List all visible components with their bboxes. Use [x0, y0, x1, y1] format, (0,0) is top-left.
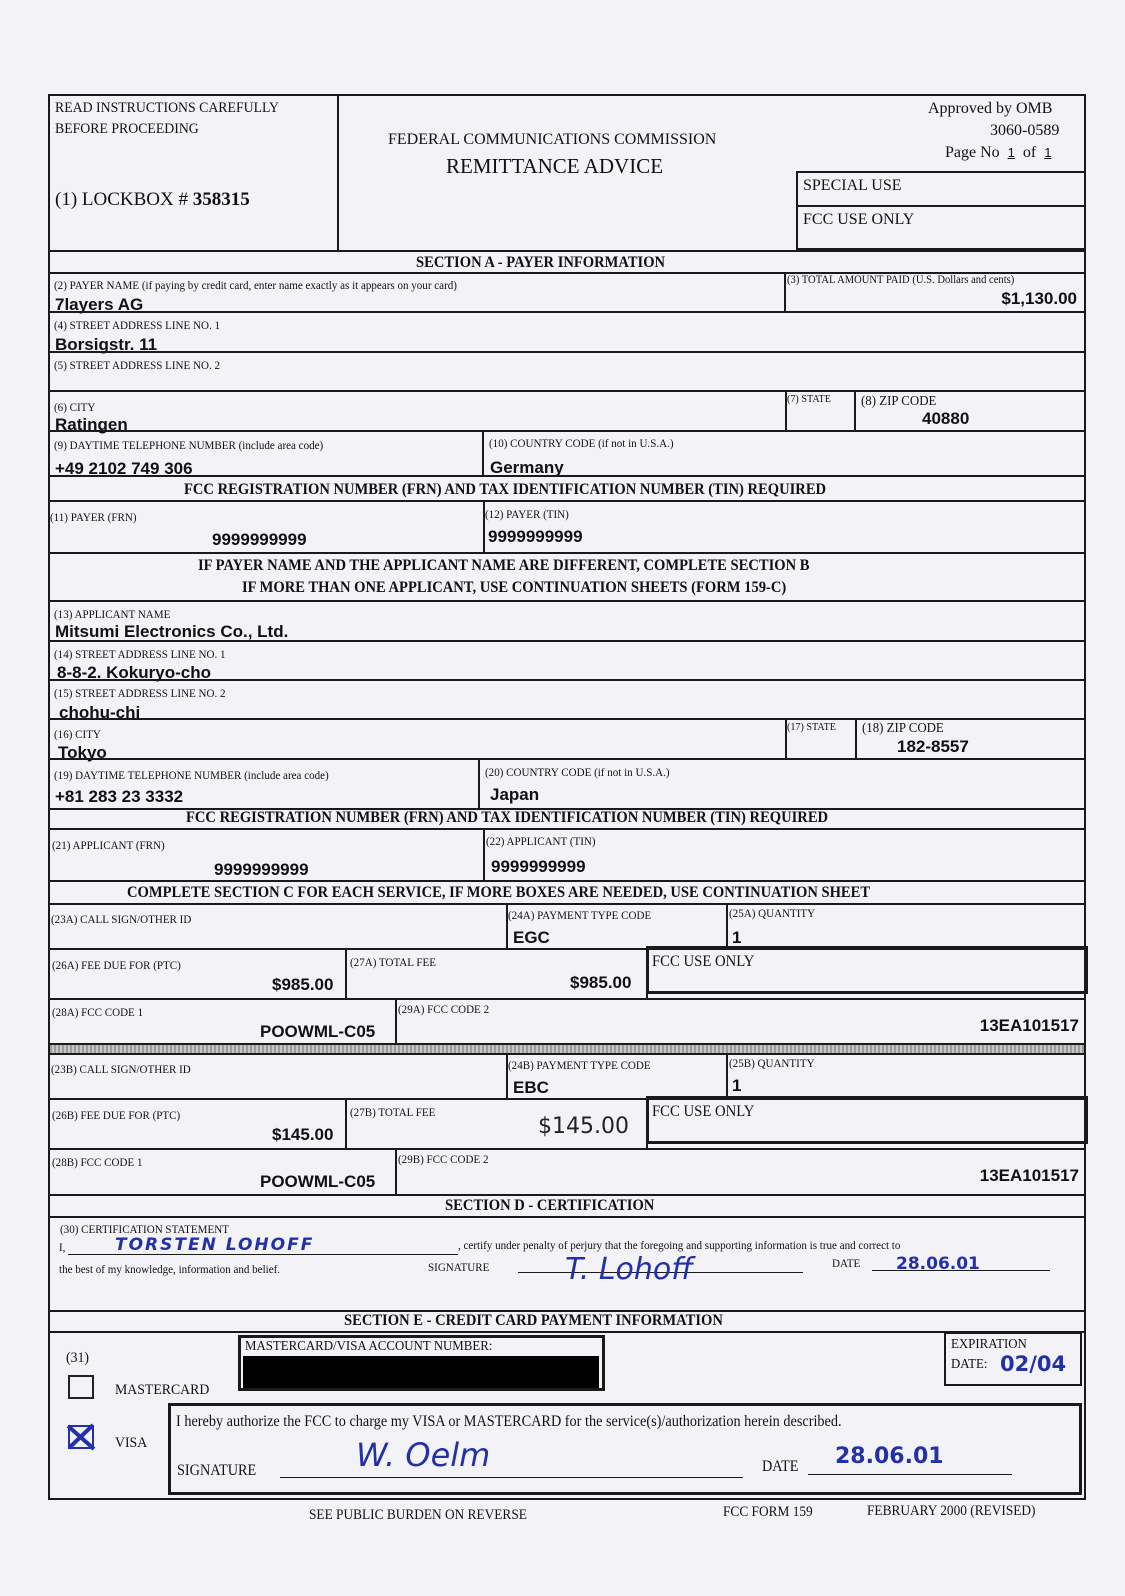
- payer-tin-field[interactable]: 9999999999: [488, 527, 583, 546]
- form-revision: FEBRUARY 2000 (REVISED): [867, 1503, 1036, 1519]
- payer-country-field[interactable]: Germany: [490, 458, 564, 477]
- page-current: 1: [1007, 145, 1015, 160]
- call-sign-label: (23B) CALL SIGN/OTHER ID: [51, 1062, 191, 1076]
- certification-text2: the best of my knowledge, information and belief.: [59, 1262, 281, 1276]
- applicant-name-label: (13) APPLICANT NAME: [54, 607, 171, 621]
- applicant-frn-field[interactable]: 9999999999: [214, 860, 309, 879]
- divider: [726, 1053, 728, 1099]
- payer-zip-label: (8) ZIP CODE: [861, 394, 937, 409]
- payer-state-label: (7) STATE: [787, 393, 831, 405]
- service-separator: [50, 1045, 1084, 1053]
- certification-date-field[interactable]: 28.06.01: [896, 1254, 980, 1274]
- divider: [48, 351, 1086, 353]
- call-sign-label: (23A) CALL SIGN/OTHER ID: [51, 912, 192, 926]
- payer-country-label: (10) COUNTRY CODE (if not in U.S.A.): [489, 436, 674, 450]
- divider: [395, 998, 397, 1044]
- total-fee-label: (27A) TOTAL FEE: [350, 955, 437, 969]
- payer-name-field[interactable]: 7layers AG: [55, 295, 144, 314]
- divider: [48, 718, 1086, 720]
- divider: [48, 475, 1086, 477]
- mastercard-label: MASTERCARD: [115, 1382, 210, 1398]
- applicant-phone-label: (19) DAYTIME TELEPHONE NUMBER (include area code): [54, 768, 329, 782]
- payer-city-field[interactable]: Ratingen: [55, 415, 128, 434]
- applicant-city-label: (16) CITY: [54, 727, 101, 741]
- divider: [48, 758, 1086, 760]
- divider: [48, 430, 1086, 432]
- divider: [482, 430, 484, 475]
- payment-type-field[interactable]: EGC: [513, 928, 550, 947]
- total-fee-field[interactable]: $985.00: [570, 973, 632, 992]
- applicant-state-label: (17) STATE: [787, 721, 836, 733]
- applicant-name-field[interactable]: Mitsumi Electronics Co., Ltd.: [55, 622, 289, 641]
- authorization-text: I hereby authorize the FCC to charge my VISA or MASTERCARD for the service(s)/authorization herein described.: [176, 1413, 842, 1430]
- applicant-zip-field[interactable]: 182-8557: [897, 737, 969, 756]
- applicant-phone-field[interactable]: +81 283 23 3332: [55, 787, 184, 806]
- divider: [48, 1331, 1086, 1333]
- fcc-use-label: FCC USE ONLY: [652, 1103, 755, 1120]
- divider: [478, 758, 480, 808]
- account-number-redacted: [243, 1356, 599, 1388]
- fcc-code1-label: (28A) FCC CODE 1: [52, 1005, 144, 1019]
- expiration-label: EXPIRATION: [951, 1337, 1027, 1352]
- agency-name: FEDERAL COMMUNICATIONS COMMISSION: [388, 131, 717, 148]
- payer-phone-label: (9) DAYTIME TELEPHONE NUMBER (include area code): [54, 438, 324, 452]
- omb-approval: Approved by OMB: [928, 100, 1053, 117]
- payer-frn-label: (11) PAYER (FRN): [50, 510, 137, 524]
- card-signature[interactable]: W. Oelm: [356, 1436, 491, 1474]
- payer-street1-field[interactable]: Borsigstr. 11: [55, 335, 158, 354]
- divider: [483, 828, 485, 880]
- divider: [345, 1098, 347, 1148]
- section-b-notice-line1: IF PAYER NAME AND THE APPLICANT NAME ARE DIFFERENT, COMPLETE SECTION B: [198, 557, 810, 574]
- fcc-code1-field[interactable]: POOWML-C05: [260, 1022, 376, 1041]
- special-use-label: SPECIAL USE: [803, 177, 902, 194]
- total-amount-field[interactable]: $1,130.00: [1001, 289, 1077, 308]
- payer-street1-label: (4) STREET ADDRESS LINE NO. 1: [54, 318, 221, 332]
- divider: [48, 903, 1086, 905]
- applicant-street1-field[interactable]: 8-8-2. Kokuryo-cho: [57, 663, 211, 682]
- fcc-use-only-label: FCC USE ONLY: [803, 211, 915, 228]
- certification-label: (30) CERTIFICATION STATEMENT: [60, 1222, 229, 1236]
- fee-due-field[interactable]: $145.00: [272, 1125, 334, 1144]
- fcc-use-label: FCC USE ONLY: [652, 953, 755, 970]
- certification-date-label: DATE: [832, 1256, 861, 1270]
- card-item-label: (31): [66, 1350, 89, 1366]
- page-number: [945, 144, 1055, 162]
- certification-text: , certify under penalty of perjury that the foregoing and supporting information is true and correct to: [458, 1238, 901, 1252]
- divider: [48, 500, 1086, 502]
- divider: [395, 1148, 397, 1194]
- divider: [48, 828, 1086, 830]
- fcc-code1-field[interactable]: POOWML-C05: [260, 1172, 376, 1191]
- quantity-field[interactable]: 1: [732, 1076, 742, 1095]
- card-date-field[interactable]: 28.06.01: [835, 1444, 944, 1469]
- divider: [48, 679, 1086, 681]
- page-of: of: [1022, 144, 1037, 161]
- public-burden-note: SEE PUBLIC BURDEN ON REVERSE: [309, 1507, 527, 1523]
- section-e-title: SECTION E - CREDIT CARD PAYMENT INFORMATION: [344, 1312, 723, 1329]
- section-d-title: SECTION D - CERTIFICATION: [445, 1197, 655, 1214]
- divider: [48, 552, 1086, 554]
- divider: [48, 1148, 1086, 1150]
- header-divider: [337, 94, 339, 252]
- total-fee-label: (27B) TOTAL FEE: [350, 1105, 436, 1119]
- divider: [784, 272, 786, 312]
- divider: [48, 1053, 1086, 1055]
- instructions-line2: BEFORE PROCEEDING: [55, 121, 199, 137]
- applicant-street2-field[interactable]: chohu-chi: [59, 703, 141, 722]
- certification-prefix: I,: [59, 1240, 66, 1254]
- payer-phone-field[interactable]: +49 2102 749 306: [55, 459, 193, 478]
- applicant-tin-label: (22) APPLICANT (TIN): [486, 834, 596, 848]
- lockbox-number: 358315: [192, 189, 250, 210]
- page-label: Page No: [945, 144, 1000, 161]
- applicant-frn-label: (21) APPLICANT (FRN): [52, 838, 165, 852]
- fee-due-label: (26B) FEE DUE FOR (PTC): [52, 1108, 181, 1122]
- certifier-name-field[interactable]: TORSTEN LOHOFF: [115, 1235, 315, 1255]
- section-b-notice-line2: IF MORE THAN ONE APPLICANT, USE CONTINUATION SHEETS (FORM 159-C): [242, 579, 787, 596]
- check-x-icon: [66, 1423, 96, 1451]
- payment-type-label: (24B) PAYMENT TYPE CODE: [508, 1058, 651, 1072]
- certification-signature-label: SIGNATURE: [428, 1260, 490, 1274]
- total-amount-label: (3) TOTAL AMOUNT PAID (U.S. Dollars and cents): [787, 274, 1015, 286]
- expiration-date-field[interactable]: 02/04: [1000, 1352, 1067, 1376]
- card-date-underline: [808, 1474, 1012, 1475]
- divider: [48, 640, 1086, 642]
- form-title: REMITTANCE ADVICE: [446, 154, 664, 178]
- card-signature-label: SIGNATURE: [177, 1462, 257, 1479]
- card-date-label: DATE: [762, 1458, 799, 1475]
- account-number-label: MASTERCARD/VISA ACCOUNT NUMBER:: [245, 1339, 493, 1354]
- applicant-zip-label: (18) ZIP CODE: [862, 721, 944, 736]
- divider: [48, 880, 1086, 882]
- quantity-label: (25A) QUANTITY: [729, 906, 816, 920]
- section-a-title: SECTION A - PAYER INFORMATION: [416, 254, 666, 271]
- card-signature-underline: [280, 1477, 743, 1478]
- payer-city-label: (6) CITY: [54, 400, 96, 414]
- quantity-field[interactable]: 1: [732, 928, 742, 947]
- divider: [48, 1216, 1086, 1218]
- fcc-code2-field[interactable]: 13EA101517: [979, 1016, 1079, 1035]
- visa-label: VISA: [115, 1435, 148, 1451]
- form-number: FCC FORM 159: [723, 1504, 813, 1520]
- divider: [48, 600, 1086, 602]
- certification-signature[interactable]: T. Lohoff: [565, 1252, 693, 1287]
- divider: [48, 311, 1086, 313]
- divider: [48, 998, 1086, 1000]
- divider: [345, 948, 347, 998]
- applicant-tin-field[interactable]: 9999999999: [491, 857, 586, 876]
- total-fee-field[interactable]: $145.00: [538, 1114, 629, 1139]
- payer-street2-label: (5) STREET ADDRESS LINE NO. 2: [54, 358, 221, 372]
- payment-type-field[interactable]: EBC: [513, 1078, 549, 1097]
- payer-frn-field[interactable]: 9999999999: [212, 530, 307, 549]
- payer-name-label: (2) PAYER NAME (if paying by credit card, enter name exactly as it appears on your card): [54, 278, 457, 292]
- applicant-country-label: (20) COUNTRY CODE (if not in U.S.A.): [485, 765, 670, 779]
- payer-zip-field[interactable]: 40880: [922, 409, 970, 428]
- expiration-date-label: DATE:: [951, 1357, 988, 1372]
- applicant-frn-tin-header: FCC REGISTRATION NUMBER (FRN) AND TAX IDENTIFICATION NUMBER (TIN) REQUIRED: [186, 809, 829, 826]
- fcc-code2-field[interactable]: 13EA101517: [979, 1166, 1079, 1185]
- instructions-line1: READ INSTRUCTIONS CAREFULLY: [55, 100, 280, 116]
- fcc-code2-label: (29A) FCC CODE 2: [398, 1002, 490, 1016]
- section-c-header: COMPLETE SECTION C FOR EACH SERVICE, IF MORE BOXES ARE NEEDED, USE CONTINUATION SHEET: [127, 884, 871, 901]
- fcc-code2-label: (29B) FCC CODE 2: [398, 1152, 489, 1166]
- divider: [726, 903, 728, 949]
- applicant-street1-label: (14) STREET ADDRESS LINE NO. 1: [54, 647, 226, 661]
- fee-due-field[interactable]: $985.00: [272, 975, 334, 994]
- omb-number: 3060-0589: [990, 122, 1060, 139]
- lockbox: [55, 189, 250, 211]
- fcc-code1-label: (28B) FCC CODE 1: [52, 1155, 143, 1169]
- fee-due-label: (26A) FEE DUE FOR (PTC): [52, 958, 181, 972]
- page-total: 1: [1044, 145, 1052, 160]
- payment-type-label: (24A) PAYMENT TYPE CODE: [508, 908, 652, 922]
- divider: [855, 718, 857, 758]
- visa-checkbox[interactable]: [68, 1425, 94, 1449]
- mastercard-checkbox[interactable]: [68, 1375, 94, 1399]
- quantity-label: (25B) QUANTITY: [729, 1056, 815, 1070]
- applicant-city-field[interactable]: Tokyo: [58, 743, 107, 762]
- divider: [48, 390, 1086, 392]
- lockbox-label: (1) LOCKBOX #: [55, 189, 188, 210]
- payer-tin-label: (12) PAYER (TIN): [485, 507, 569, 521]
- applicant-street2-label: (15) STREET ADDRESS LINE NO. 2: [54, 686, 226, 700]
- divider: [48, 1194, 1086, 1196]
- payer-frn-tin-header: FCC REGISTRATION NUMBER (FRN) AND TAX IDENTIFICATION NUMBER (TIN) REQUIRED: [184, 481, 827, 498]
- divider: [854, 390, 856, 430]
- applicant-country-field[interactable]: Japan: [490, 785, 540, 804]
